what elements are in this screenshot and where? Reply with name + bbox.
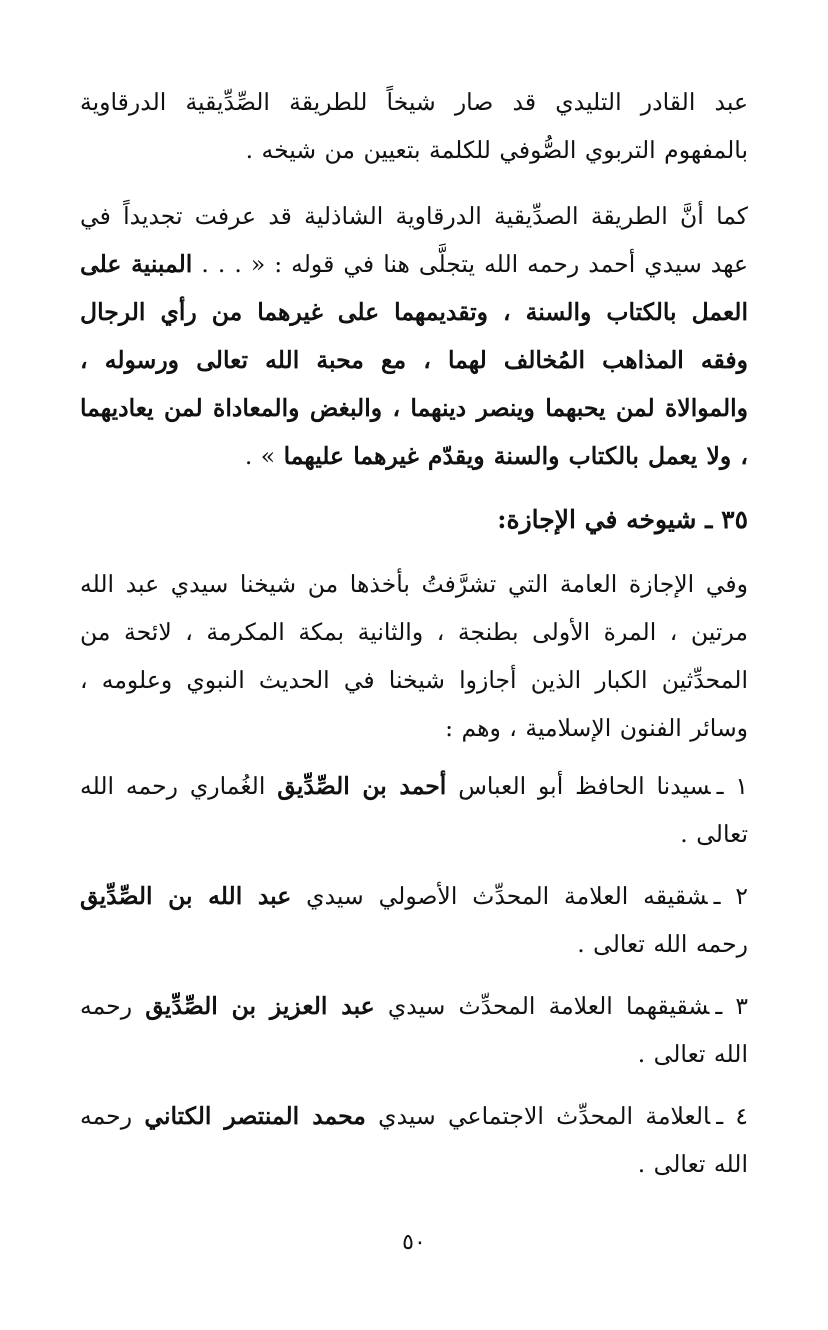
- list-item: [80, 872, 748, 968]
- list-item-number: ٤ ـ: [716, 1102, 749, 1130]
- list-item-name: محمد المنتصر الكتاني: [144, 1102, 366, 1130]
- paragraph-renewal: [80, 192, 748, 480]
- list-item-suffix: الغُماري رحمه الله تعالى .: [80, 772, 748, 848]
- section-heading: ٣٥ ـ شيوخه في الإجازة:: [497, 505, 748, 534]
- list-item-suffix: رحمه الله تعالى .: [80, 1102, 748, 1178]
- list-item: [80, 1092, 748, 1188]
- list-item-text: شقيقهما العلامة المحدِّث سيدي: [374, 992, 710, 1020]
- list-item-name: عبد العزيز بن الصِّدِّيق: [145, 992, 375, 1020]
- list-item-text: شقيقه العلامة المحدِّث الأصولي سيدي: [291, 882, 708, 910]
- list-item-text: سيدنا الحافظ أبو العباس: [446, 772, 711, 800]
- quote-close: » .: [244, 442, 284, 470]
- list-item: [80, 762, 748, 858]
- list-item-number: ٣ ـ: [715, 992, 749, 1020]
- list-item-name: عبد الله بن الصِّدِّيق: [80, 882, 292, 910]
- document-page: [80, 78, 748, 1258]
- list-item-number: ٢ ـ: [713, 882, 748, 910]
- paragraph-ijaza: وفي الإجازة العامة التي تشرَّفتُ بأخذها من شيخنا سيدي عبد الله مرتين ، المرة الأولى بطنجة ، والثانية بمكة المكرمة ، لائحة من المحدِّثين الكبار الذين أجازوا شيخنا في الحديث النبوي وعلومه ، وسائر الفنون الإسلامية ، وهم :: [80, 570, 748, 742]
- quote-text: المبنية على العمل بالكتاب والسنة ، وتقديمهما على غيرهما من رأي الرجال وفقه المذاهب المُخالف لهما ، مع محبة الله تعالى ورسوله ، والموالاة لمن يحبهما وينصر دينهما ، والبغض والمعاداة لمن يعاديهما ، ولا يعمل بالكتاب والسنة ويقدّم غيرهما عليهما: [80, 250, 748, 470]
- paragraph-continuation: عبد القادر التليدي قد صار شيخاً للطريقة الصِّدِّيقية الدرقاوية بالمفهوم التربوي الصُّوفي للكلمة بتعيين من شيخه .: [80, 88, 748, 164]
- list-item-number: ١ ـ: [716, 772, 748, 800]
- list-item-name: أحمد بن الصِّدِّيق: [277, 772, 447, 800]
- paragraph-renewal-intro: كما أنَّ الطريقة الصدِّيقية الدرقاوية الشاذلية قد عرفت تجديداً في عهد سيدي أحمد رحمه الله يتجلَّى هنا في قوله : « . . .: [80, 202, 748, 278]
- page-number: ٥٠: [402, 1230, 426, 1255]
- list-item-suffix: رحمه الله تعالى .: [577, 930, 748, 958]
- list-item: [80, 982, 748, 1078]
- list-item-suffix: رحمه الله تعالى .: [80, 992, 748, 1068]
- list-item-text: العلامة المحدِّث الاجتماعي سيدي: [365, 1102, 711, 1130]
